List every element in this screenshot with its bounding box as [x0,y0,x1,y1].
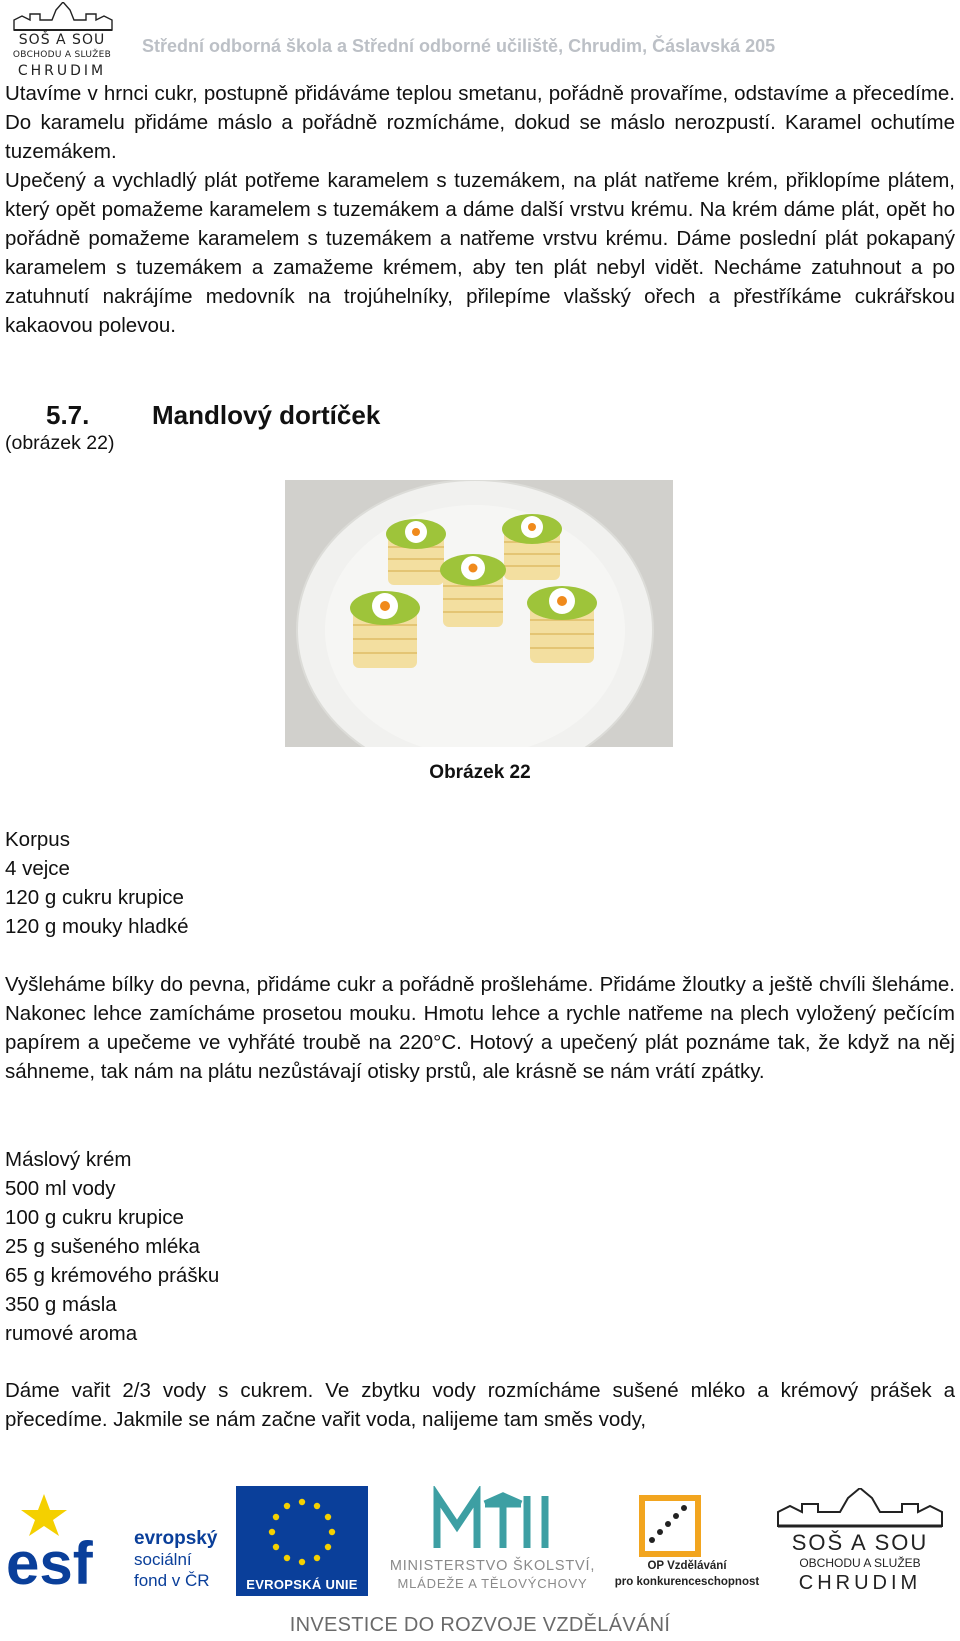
intro-text [5,79,955,340]
korpus-list [5,825,188,941]
cake-1 [386,519,446,585]
cake-3 [440,554,506,627]
esf-word-3: fond v ČR [134,1571,210,1590]
list-item: 500 ml vody [5,1177,116,1200]
eu-stars-icon [236,1486,368,1574]
sos-line-3: CHRUDIM [798,1572,922,1594]
list-item: 350 g másla [5,1293,117,1316]
list-item: 4 vejce [5,857,70,880]
msmt-logo [375,1486,610,1596]
msmt-line-1: MINISTERSTVO ŠKOLSTVÍ, [389,1558,596,1574]
school-logo [6,2,118,80]
op-line-1: OP Vzdělávání [647,1560,727,1572]
intro-paragraph: Upečený a vychladlý plát potřeme karamelem s tuzemákem, na plát natřeme krém, přiklopíme plátem, který opět pomažeme karamelem s tuzemákem a dáme další vrstvu krému. Na krém dáme plát, opět ho pořádně pomažeme karamelem s tuzemákem a natřeme vrstvu krému. Dáme poslední plát pokapaný karamelem s tuzemákem a zamažeme krémem, aby ten plát nebyl vidět. Necháme zatuhnout a po zatuhnutí nakrájíme medovník na trojúhelníky, přilepíme vlašský ořech a přestříkáme cukrářskou kakaovou polevou. [5,169,955,337]
castle-icon [12,2,114,32]
list-item: 120 g cukru krupice [5,886,184,909]
intro-paragraph: Utavíme v hrnci cukr, postupně přidáváme teplou smetanu, pořádně provaříme, odstavíme a přecedíme. Do karamelu přidáme máslo a pořádně rozmícháme, dokud se máslo nerozpustí. Karamel ochutíme tuzemákem. [5,82,955,163]
logo-line-3: CHRUDIM [17,63,107,79]
cream-method-text: Dáme vařit 2/3 vody s cukrem. Ve zbytku vody rozmícháme sušené mléko a krémový prášek a přecedíme. Jakmile se nám začne vařit voda, nalijeme tam směs vody, [5,1379,955,1431]
list-item: 25 g sušeného mléka [5,1235,200,1258]
esf-logo [4,1486,226,1596]
figure-reference: (obrázek 22) [5,432,115,454]
cream-list [5,1145,219,1348]
cream-heading: Máslový krém [5,1148,132,1171]
cake-5 [527,586,597,663]
logo-line-1: SOŠ A SOU [18,32,106,48]
cake-2 [502,514,562,580]
figure-caption: Obrázek 22 [429,762,531,783]
cake-photo [285,480,673,747]
msmt-line-2: MLÁDEŽE A TĚLOVÝCHOVY [397,1576,588,1591]
korpus-method-text: Vyšleháme bílky do pevna, přidáme cukr a pořádně prošleháme. Přidáme žloutky a ještě chvíli šleháme. Nakonec lehce zamícháme prosetou mouku. Hmotu lehce a rychle natřeme na plech vyložený pečícím papírem a upečeme ve vyhřáté troubě na 220°C. Hotový a upečený plát poznáme tak, že když na něj sáhneme, tak nám na plátu nezůstávají otisky prstů, ale krásně se nám vrátí zpátky. [5,973,955,1083]
header-title: Střední odborná škola a Střední odborné učiliště, Chrudim, Čáslavská 205 [142,36,776,56]
list-item: 65 g krémového prášku [5,1264,220,1287]
svg-text:esf: esf [6,1530,93,1596]
logo-line-2: OBCHODU A SLUŽEB [12,50,112,60]
list-item: 100 g cukru krupice [5,1206,184,1229]
list-item: rumové aroma [5,1322,138,1345]
korpus-heading: Korpus [5,828,70,851]
korpus-method [5,970,955,1086]
cream-method [5,1376,955,1434]
sos-line-2: OBCHODU A SLUŽEB [799,1556,921,1570]
esf-word-2: sociální [134,1550,192,1569]
section-title: Mandlový dortíček [152,400,381,430]
eu-flag [236,1486,368,1596]
op-mark-icon [612,1490,762,1560]
sos-footer-logo [770,1488,950,1596]
castle-icon [770,1488,950,1528]
esf-word-1: evropský [134,1528,218,1549]
cake-4 [350,591,420,668]
op-logo [612,1490,762,1596]
list-item: 120 g mouky hladké [5,915,189,938]
eu-label: EVROPSKÁ UNIE [246,1577,358,1592]
op-line-2: pro konkurenceschopnost [614,1576,760,1588]
msmt-mark-icon [375,1486,610,1556]
section-number: 5.7. [46,400,90,430]
sos-line-1: SOŠ A SOU [791,1530,929,1555]
investice-banner: INVESTICE DO ROZVOJE VZDĚLÁVÁNÍ [289,1614,671,1636]
